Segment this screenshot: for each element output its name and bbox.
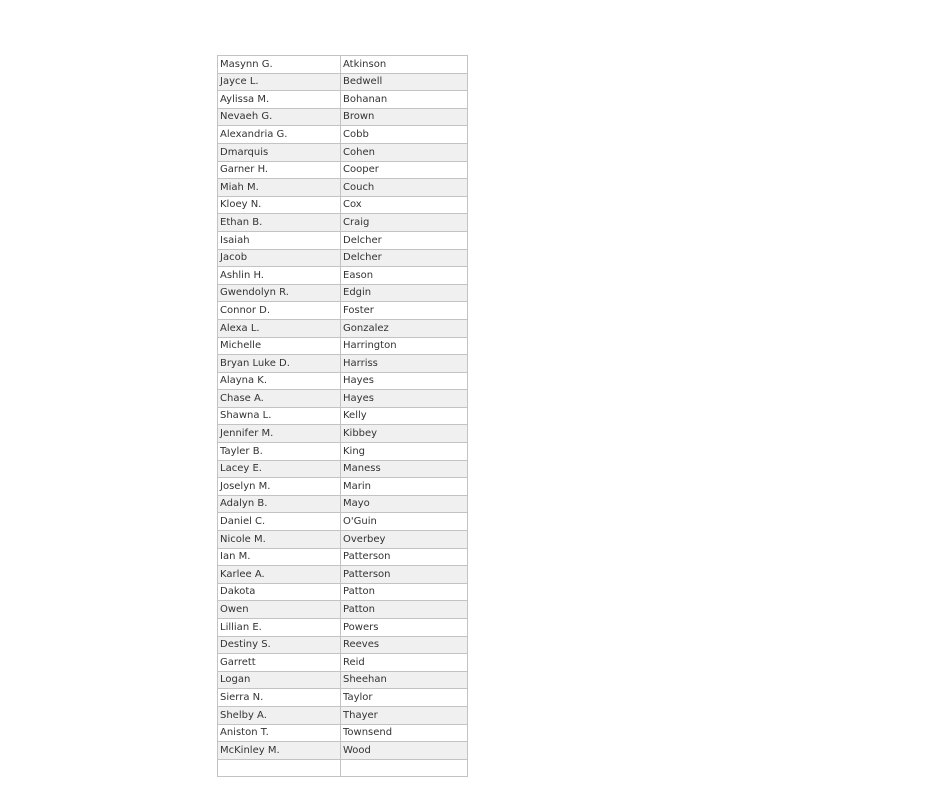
first-name-cell[interactable]: Jacob	[218, 249, 341, 267]
first-name-cell[interactable]: Dmarquis	[218, 143, 341, 161]
last-name-cell[interactable]: Delcher	[341, 231, 468, 249]
last-name-cell[interactable]: Couch	[341, 179, 468, 197]
last-name-cell[interactable]: O'Guin	[341, 513, 468, 531]
last-name-cell[interactable]: Kelly	[341, 407, 468, 425]
table-row	[218, 566, 468, 584]
last-name-cell[interactable]: Edgin	[341, 284, 468, 302]
first-name-cell[interactable]	[218, 759, 341, 777]
last-name-cell[interactable]: Patterson	[341, 566, 468, 584]
first-name-cell[interactable]: Lacey E.	[218, 460, 341, 478]
table-row	[218, 143, 468, 161]
table-row	[218, 636, 468, 654]
first-name-cell[interactable]: Sierra N.	[218, 689, 341, 707]
last-name-cell[interactable]: Bohanan	[341, 91, 468, 109]
last-name-cell[interactable]: Cox	[341, 196, 468, 214]
table-row	[218, 179, 468, 197]
table-row	[218, 372, 468, 390]
table-row	[218, 443, 468, 461]
table-row	[218, 460, 468, 478]
last-name-cell[interactable]: Cobb	[341, 126, 468, 144]
first-name-cell[interactable]: Shawna L.	[218, 407, 341, 425]
first-name-cell[interactable]: Lillian E.	[218, 619, 341, 637]
table-row	[218, 196, 468, 214]
table-row	[218, 214, 468, 232]
first-name-cell[interactable]: Miah M.	[218, 179, 341, 197]
table-row	[218, 267, 468, 285]
first-name-cell[interactable]: Jayce L.	[218, 73, 341, 91]
last-name-cell[interactable]: Patterson	[341, 548, 468, 566]
table-row	[218, 759, 468, 777]
first-name-cell[interactable]: Destiny S.	[218, 636, 341, 654]
table-row	[218, 108, 468, 126]
table-row	[218, 56, 468, 74]
last-name-cell[interactable]: Thayer	[341, 706, 468, 724]
first-name-cell[interactable]: Gwendolyn R.	[218, 284, 341, 302]
table-row	[218, 425, 468, 443]
table-row	[218, 671, 468, 689]
last-name-cell[interactable]: Wood	[341, 742, 468, 760]
last-name-cell[interactable]: Cohen	[341, 143, 468, 161]
table-row	[218, 619, 468, 637]
last-name-cell[interactable]: Overbey	[341, 531, 468, 549]
last-name-cell[interactable]: Bedwell	[341, 73, 468, 91]
first-name-cell[interactable]: Adalyn B.	[218, 495, 341, 513]
table-row	[218, 390, 468, 408]
first-name-cell[interactable]: Connor D.	[218, 302, 341, 320]
table-row	[218, 495, 468, 513]
roster-table-body	[218, 56, 468, 777]
first-name-cell[interactable]: Ian M.	[218, 548, 341, 566]
table-row	[218, 583, 468, 601]
last-name-cell[interactable]: Delcher	[341, 249, 468, 267]
last-name-cell[interactable]: Cooper	[341, 161, 468, 179]
table-row	[218, 407, 468, 425]
table-row	[218, 742, 468, 760]
first-name-cell[interactable]: Tayler B.	[218, 443, 341, 461]
first-name-cell[interactable]: Isaiah	[218, 231, 341, 249]
first-name-cell[interactable]: Jennifer M.	[218, 425, 341, 443]
first-name-cell[interactable]: McKinley M.	[218, 742, 341, 760]
table-row	[218, 231, 468, 249]
last-name-cell[interactable]: Marin	[341, 478, 468, 496]
first-name-cell[interactable]: Alexandria G.	[218, 126, 341, 144]
table-row	[218, 531, 468, 549]
last-name-cell[interactable]: Powers	[341, 619, 468, 637]
first-name-cell[interactable]: Aniston T.	[218, 724, 341, 742]
last-name-cell[interactable]: Patton	[341, 601, 468, 619]
table-row	[218, 654, 468, 672]
table-row	[218, 302, 468, 320]
first-name-cell[interactable]: Logan	[218, 671, 341, 689]
first-name-cell[interactable]: Nicole M.	[218, 531, 341, 549]
table-row	[218, 513, 468, 531]
last-name-cell[interactable]: Harriss	[341, 355, 468, 373]
first-name-cell[interactable]: Nevaeh G.	[218, 108, 341, 126]
table-row	[218, 319, 468, 337]
last-name-cell[interactable]: Mayo	[341, 495, 468, 513]
last-name-cell[interactable]: Maness	[341, 460, 468, 478]
first-name-cell[interactable]: Bryan Luke D.	[218, 355, 341, 373]
first-name-cell[interactable]: Dakota	[218, 583, 341, 601]
table-row	[218, 161, 468, 179]
last-name-cell[interactable]: Hayes	[341, 390, 468, 408]
last-name-cell[interactable]: Eason	[341, 267, 468, 285]
last-name-cell[interactable]	[341, 759, 468, 777]
table-row	[218, 355, 468, 373]
table-row	[218, 689, 468, 707]
first-name-cell[interactable]: Masynn G.	[218, 56, 341, 74]
last-name-cell[interactable]: Townsend	[341, 724, 468, 742]
first-name-cell[interactable]: Alexa L.	[218, 319, 341, 337]
first-name-cell[interactable]: Garner H.	[218, 161, 341, 179]
first-name-cell[interactable]: Daniel C.	[218, 513, 341, 531]
roster-table	[217, 55, 468, 777]
last-name-cell[interactable]: Reeves	[341, 636, 468, 654]
first-name-cell[interactable]: Kloey N.	[218, 196, 341, 214]
last-name-cell[interactable]: Foster	[341, 302, 468, 320]
table-row	[218, 548, 468, 566]
first-name-cell[interactable]: Joselyn M.	[218, 478, 341, 496]
first-name-cell[interactable]: Alayna K.	[218, 372, 341, 390]
first-name-cell[interactable]: Shelby A.	[218, 706, 341, 724]
first-name-cell[interactable]: Chase A.	[218, 390, 341, 408]
last-name-cell[interactable]: Reid	[341, 654, 468, 672]
table-row	[218, 601, 468, 619]
table-row	[218, 337, 468, 355]
last-name-cell[interactable]: Craig	[341, 214, 468, 232]
first-name-cell[interactable]: Michelle	[218, 337, 341, 355]
first-name-cell[interactable]: Garrett	[218, 654, 341, 672]
table-row	[218, 284, 468, 302]
last-name-cell[interactable]: Kibbey	[341, 425, 468, 443]
first-name-cell[interactable]: Karlee A.	[218, 566, 341, 584]
last-name-cell[interactable]: King	[341, 443, 468, 461]
last-name-cell[interactable]: Patton	[341, 583, 468, 601]
table-row	[218, 706, 468, 724]
last-name-cell[interactable]: Gonzalez	[341, 319, 468, 337]
table-row	[218, 724, 468, 742]
first-name-cell[interactable]: Ethan B.	[218, 214, 341, 232]
last-name-cell[interactable]: Taylor	[341, 689, 468, 707]
last-name-cell[interactable]: Brown	[341, 108, 468, 126]
first-name-cell[interactable]: Ashlin H.	[218, 267, 341, 285]
last-name-cell[interactable]: Hayes	[341, 372, 468, 390]
last-name-cell[interactable]: Harrington	[341, 337, 468, 355]
first-name-cell[interactable]: Aylissa M.	[218, 91, 341, 109]
table-row	[218, 478, 468, 496]
table-row	[218, 249, 468, 267]
last-name-cell[interactable]: Sheehan	[341, 671, 468, 689]
table-row	[218, 126, 468, 144]
first-name-cell[interactable]: Owen	[218, 601, 341, 619]
table-row	[218, 91, 468, 109]
table-row	[218, 73, 468, 91]
last-name-cell[interactable]: Atkinson	[341, 56, 468, 74]
